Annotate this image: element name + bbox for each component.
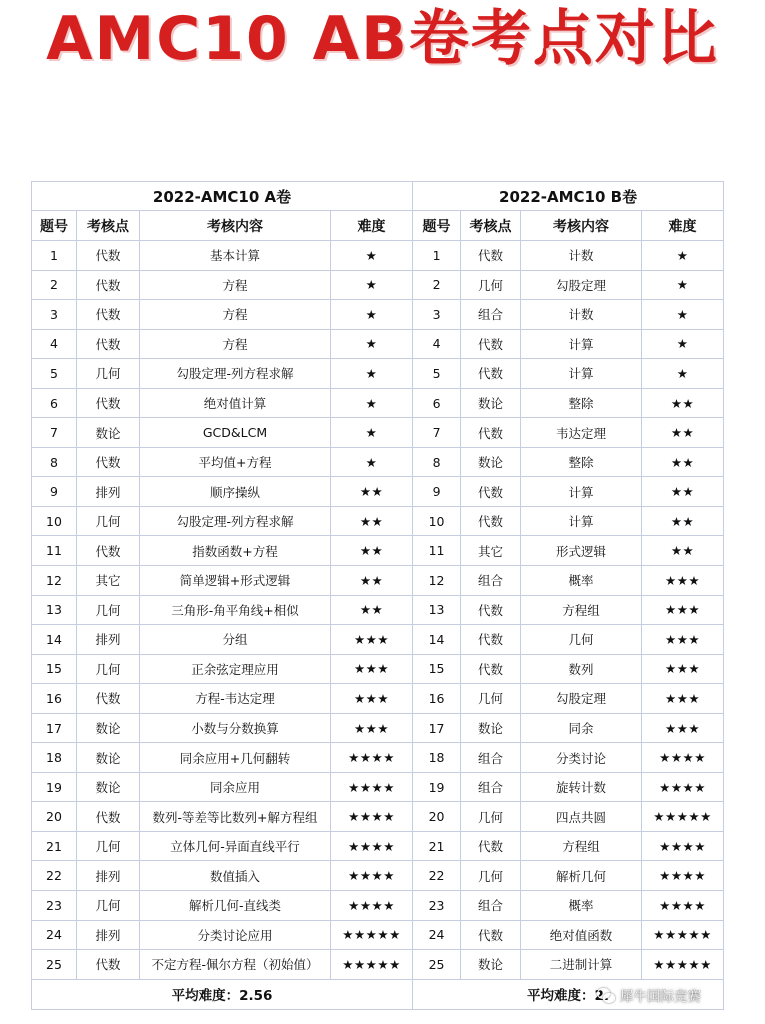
cell-a-content: 数值插入 bbox=[140, 861, 331, 891]
cell-a-number: 2 bbox=[32, 270, 77, 300]
cell-a-difficulty: ★ bbox=[331, 418, 413, 448]
cell-a-number: 9 bbox=[32, 477, 77, 507]
cell-b-difficulty: ★★★★ bbox=[642, 861, 724, 891]
paper-a-heading: 2022-AMC10 A卷 bbox=[32, 182, 413, 211]
cell-b-topic: 组合 bbox=[461, 743, 521, 773]
cell-a-content: 同余应用+几何翻转 bbox=[140, 743, 331, 773]
column-header-a-difficulty: 难度 bbox=[331, 211, 413, 241]
cell-a-topic: 数论 bbox=[77, 743, 140, 773]
table-row bbox=[32, 447, 724, 477]
cell-a-number: 1 bbox=[32, 241, 77, 271]
cell-b-difficulty: ★★★ bbox=[642, 595, 724, 625]
cell-b-content: 绝对值函数 bbox=[521, 920, 642, 950]
cell-b-topic: 数论 bbox=[461, 713, 521, 743]
table-row bbox=[32, 684, 724, 714]
cell-a-topic: 几何 bbox=[77, 654, 140, 684]
cell-a-difficulty: ★★★ bbox=[331, 625, 413, 655]
cell-b-topic: 代数 bbox=[461, 329, 521, 359]
cell-a-content: 不定方程-佩尔方程（初始值） bbox=[140, 950, 331, 980]
cell-b-difficulty: ★★★ bbox=[642, 684, 724, 714]
cell-a-topic: 代数 bbox=[77, 300, 140, 330]
cell-a-number: 19 bbox=[32, 772, 77, 802]
cell-b-number: 24 bbox=[413, 920, 461, 950]
cell-b-number: 11 bbox=[413, 536, 461, 566]
cell-b-topic: 组合 bbox=[461, 891, 521, 921]
cell-a-difficulty: ★★★★ bbox=[331, 891, 413, 921]
cell-b-content: 形式逻辑 bbox=[521, 536, 642, 566]
cell-b-topic: 代数 bbox=[461, 831, 521, 861]
cell-a-number: 17 bbox=[32, 713, 77, 743]
table-row bbox=[32, 418, 724, 448]
cell-b-content: 计算 bbox=[521, 329, 642, 359]
cell-b-difficulty: ★★★★★ bbox=[642, 920, 724, 950]
cell-a-difficulty: ★★★ bbox=[331, 684, 413, 714]
cell-a-difficulty: ★★ bbox=[331, 477, 413, 507]
table-body bbox=[32, 241, 724, 980]
table-row bbox=[32, 625, 724, 655]
cell-b-number: 14 bbox=[413, 625, 461, 655]
cell-b-number: 2 bbox=[413, 270, 461, 300]
cell-b-difficulty: ★★ bbox=[642, 418, 724, 448]
cell-a-topic: 其它 bbox=[77, 566, 140, 596]
cell-a-number: 23 bbox=[32, 891, 77, 921]
cell-b-number: 17 bbox=[413, 713, 461, 743]
cell-a-difficulty: ★ bbox=[331, 270, 413, 300]
column-header-b-topic: 考核点 bbox=[461, 211, 521, 241]
cell-b-content: 整除 bbox=[521, 447, 642, 477]
cell-a-topic: 代数 bbox=[77, 684, 140, 714]
cell-b-number: 25 bbox=[413, 950, 461, 980]
cell-b-number: 7 bbox=[413, 418, 461, 448]
cell-b-number: 15 bbox=[413, 654, 461, 684]
page-title: AMC10 AB卷考点对比 bbox=[46, 4, 719, 74]
watermark bbox=[597, 981, 757, 1009]
cell-b-number: 21 bbox=[413, 831, 461, 861]
table-row bbox=[32, 300, 724, 330]
table-row bbox=[32, 950, 724, 980]
table-row bbox=[32, 595, 724, 625]
cell-b-topic: 其它 bbox=[461, 536, 521, 566]
cell-a-difficulty: ★★★★ bbox=[331, 861, 413, 891]
paper-a-average: 平均难度：2.56 bbox=[32, 979, 413, 1009]
cell-a-number: 5 bbox=[32, 359, 77, 389]
cell-a-difficulty: ★★★ bbox=[331, 713, 413, 743]
cell-a-content: 指数函数+方程 bbox=[140, 536, 331, 566]
cell-b-content: 计算 bbox=[521, 359, 642, 389]
cell-a-number: 16 bbox=[32, 684, 77, 714]
cell-a-content: 分组 bbox=[140, 625, 331, 655]
cell-a-topic: 数论 bbox=[77, 418, 140, 448]
table-row bbox=[32, 270, 724, 300]
cell-b-difficulty: ★★★ bbox=[642, 625, 724, 655]
cell-a-topic: 排列 bbox=[77, 625, 140, 655]
cell-b-topic: 数论 bbox=[461, 950, 521, 980]
cell-a-difficulty: ★★★★★ bbox=[331, 950, 413, 980]
cell-a-difficulty: ★★ bbox=[331, 506, 413, 536]
table-row bbox=[32, 566, 724, 596]
cell-b-topic: 组合 bbox=[461, 772, 521, 802]
cell-a-topic: 排列 bbox=[77, 477, 140, 507]
cell-b-topic: 代数 bbox=[461, 477, 521, 507]
cell-a-number: 14 bbox=[32, 625, 77, 655]
cell-b-content: 四点共圆 bbox=[521, 802, 642, 832]
cell-a-content: 三角形-角平角线+相似 bbox=[140, 595, 331, 625]
cell-a-topic: 代数 bbox=[77, 329, 140, 359]
cell-a-difficulty: ★★★★★ bbox=[331, 920, 413, 950]
cell-a-content: 基本计算 bbox=[140, 241, 331, 271]
cell-b-topic: 代数 bbox=[461, 920, 521, 950]
cell-b-difficulty: ★★ bbox=[642, 477, 724, 507]
column-header-b-difficulty: 难度 bbox=[642, 211, 724, 241]
table-row bbox=[32, 241, 724, 271]
cell-a-number: 20 bbox=[32, 802, 77, 832]
cell-b-difficulty: ★★★★ bbox=[642, 831, 724, 861]
cell-a-content: GCD&LCM bbox=[140, 418, 331, 448]
cell-b-difficulty: ★★ bbox=[642, 388, 724, 418]
cell-b-difficulty: ★★ bbox=[642, 447, 724, 477]
cell-a-topic: 几何 bbox=[77, 506, 140, 536]
cell-a-topic: 排列 bbox=[77, 920, 140, 950]
cell-b-difficulty: ★ bbox=[642, 241, 724, 271]
table-row bbox=[32, 920, 724, 950]
cell-a-topic: 代数 bbox=[77, 388, 140, 418]
cell-a-content: 绝对值计算 bbox=[140, 388, 331, 418]
cell-a-difficulty: ★★★★ bbox=[331, 802, 413, 832]
cell-a-difficulty: ★★★★ bbox=[331, 743, 413, 773]
cell-b-difficulty: ★ bbox=[642, 329, 724, 359]
table-row bbox=[32, 802, 724, 832]
cell-a-content: 小数与分数换算 bbox=[140, 713, 331, 743]
cell-b-topic: 几何 bbox=[461, 861, 521, 891]
cell-b-number: 12 bbox=[413, 566, 461, 596]
paper-heading-row bbox=[32, 182, 724, 211]
cell-b-number: 13 bbox=[413, 595, 461, 625]
table-row bbox=[32, 506, 724, 536]
paper-b-average: 平均难度：2. bbox=[413, 979, 724, 1009]
cell-b-topic: 数论 bbox=[461, 388, 521, 418]
cell-a-content: 平均值+方程 bbox=[140, 447, 331, 477]
cell-b-topic: 代数 bbox=[461, 506, 521, 536]
cell-b-topic: 数论 bbox=[461, 447, 521, 477]
cell-a-topic: 排列 bbox=[77, 861, 140, 891]
cell-b-number: 1 bbox=[413, 241, 461, 271]
cell-b-content: 勾股定理 bbox=[521, 684, 642, 714]
column-header-a-content: 考核内容 bbox=[140, 211, 331, 241]
cell-a-difficulty: ★ bbox=[331, 447, 413, 477]
cell-a-topic: 数论 bbox=[77, 772, 140, 802]
cell-b-number: 5 bbox=[413, 359, 461, 389]
table-row bbox=[32, 536, 724, 566]
cell-a-content: 分类讨论应用 bbox=[140, 920, 331, 950]
cell-a-content: 顺序操纵 bbox=[140, 477, 331, 507]
cell-a-content: 正余弦定理应用 bbox=[140, 654, 331, 684]
cell-b-difficulty: ★ bbox=[642, 359, 724, 389]
cell-b-number: 16 bbox=[413, 684, 461, 714]
cell-a-difficulty: ★★★★ bbox=[331, 831, 413, 861]
cell-a-difficulty: ★ bbox=[331, 241, 413, 271]
cell-a-topic: 代数 bbox=[77, 536, 140, 566]
cell-b-content: 几何 bbox=[521, 625, 642, 655]
cell-b-number: 8 bbox=[413, 447, 461, 477]
column-header-a-number: 题号 bbox=[32, 211, 77, 241]
cell-b-number: 20 bbox=[413, 802, 461, 832]
watermark-text: 犀牛国际竞赛 bbox=[620, 989, 701, 1005]
cell-a-number: 12 bbox=[32, 566, 77, 596]
cell-b-difficulty: ★★ bbox=[642, 536, 724, 566]
cell-a-number: 7 bbox=[32, 418, 77, 448]
cell-a-content: 方程 bbox=[140, 270, 331, 300]
column-header-a-topic: 考核点 bbox=[77, 211, 140, 241]
cell-b-difficulty: ★★★★ bbox=[642, 743, 724, 773]
cell-a-number: 10 bbox=[32, 506, 77, 536]
cell-a-topic: 数论 bbox=[77, 713, 140, 743]
cell-b-content: 计算 bbox=[521, 506, 642, 536]
paper-b-heading: 2022-AMC10 B卷 bbox=[413, 182, 724, 211]
cell-a-difficulty: ★★ bbox=[331, 566, 413, 596]
cell-a-content: 解析几何-直线类 bbox=[140, 891, 331, 921]
cell-b-topic: 组合 bbox=[461, 300, 521, 330]
cell-a-number: 25 bbox=[32, 950, 77, 980]
cell-a-content: 同余应用 bbox=[140, 772, 331, 802]
table-row bbox=[32, 831, 724, 861]
cell-a-content: 方程 bbox=[140, 329, 331, 359]
table-row bbox=[32, 713, 724, 743]
cell-a-content: 方程 bbox=[140, 300, 331, 330]
table-row bbox=[32, 329, 724, 359]
cell-a-topic: 代数 bbox=[77, 270, 140, 300]
table-row bbox=[32, 861, 724, 891]
cell-a-difficulty: ★★ bbox=[331, 536, 413, 566]
cell-b-number: 18 bbox=[413, 743, 461, 773]
cell-b-content: 旋转计数 bbox=[521, 772, 642, 802]
cell-b-topic: 组合 bbox=[461, 566, 521, 596]
cell-b-number: 22 bbox=[413, 861, 461, 891]
cell-b-content: 数列 bbox=[521, 654, 642, 684]
cell-a-content: 勾股定理-列方程求解 bbox=[140, 506, 331, 536]
cell-a-number: 18 bbox=[32, 743, 77, 773]
cell-a-number: 6 bbox=[32, 388, 77, 418]
cell-b-difficulty: ★★★ bbox=[642, 566, 724, 596]
cell-a-difficulty: ★ bbox=[331, 388, 413, 418]
cell-b-difficulty: ★★★★★ bbox=[642, 950, 724, 980]
comparison-table bbox=[31, 181, 724, 1010]
cell-b-topic: 代数 bbox=[461, 418, 521, 448]
cell-a-number: 21 bbox=[32, 831, 77, 861]
cell-a-number: 8 bbox=[32, 447, 77, 477]
cell-a-topic: 代数 bbox=[77, 950, 140, 980]
table-row bbox=[32, 359, 724, 389]
cell-b-topic: 代数 bbox=[461, 625, 521, 655]
cell-b-difficulty: ★ bbox=[642, 300, 724, 330]
cell-b-content: 计数 bbox=[521, 241, 642, 271]
cell-a-topic: 几何 bbox=[77, 359, 140, 389]
cell-b-number: 3 bbox=[413, 300, 461, 330]
cell-b-content: 分类讨论 bbox=[521, 743, 642, 773]
cell-b-topic: 几何 bbox=[461, 270, 521, 300]
cell-a-number: 13 bbox=[32, 595, 77, 625]
cell-a-content: 数列-等差等比数列+解方程组 bbox=[140, 802, 331, 832]
cell-b-difficulty: ★★★ bbox=[642, 713, 724, 743]
cell-a-number: 3 bbox=[32, 300, 77, 330]
cell-a-topic: 几何 bbox=[77, 595, 140, 625]
cell-a-difficulty: ★ bbox=[331, 300, 413, 330]
table-row bbox=[32, 654, 724, 684]
cell-a-number: 24 bbox=[32, 920, 77, 950]
cell-b-number: 4 bbox=[413, 329, 461, 359]
cell-a-content: 简单逻辑+形式逻辑 bbox=[140, 566, 331, 596]
cell-b-difficulty: ★★★★ bbox=[642, 772, 724, 802]
cell-a-number: 11 bbox=[32, 536, 77, 566]
cell-b-number: 10 bbox=[413, 506, 461, 536]
cell-b-difficulty: ★★★★★ bbox=[642, 802, 724, 832]
cell-b-content: 方程组 bbox=[521, 831, 642, 861]
cell-a-difficulty: ★★★ bbox=[331, 654, 413, 684]
cell-b-content: 勾股定理 bbox=[521, 270, 642, 300]
cell-b-content: 概率 bbox=[521, 566, 642, 596]
column-header-b-number: 题号 bbox=[413, 211, 461, 241]
cell-b-content: 方程组 bbox=[521, 595, 642, 625]
cell-b-topic: 几何 bbox=[461, 684, 521, 714]
cell-b-topic: 代数 bbox=[461, 654, 521, 684]
table-row bbox=[32, 388, 724, 418]
table-row bbox=[32, 891, 724, 921]
cell-a-difficulty: ★★★★ bbox=[331, 772, 413, 802]
cell-b-difficulty: ★ bbox=[642, 270, 724, 300]
cell-b-number: 19 bbox=[413, 772, 461, 802]
cell-b-difficulty: ★★★★ bbox=[642, 891, 724, 921]
cell-b-number: 6 bbox=[413, 388, 461, 418]
table-row bbox=[32, 477, 724, 507]
cell-a-topic: 几何 bbox=[77, 831, 140, 861]
cell-b-content: 概率 bbox=[521, 891, 642, 921]
cell-b-difficulty: ★★ bbox=[642, 506, 724, 536]
wechat-icon bbox=[597, 986, 615, 1004]
cell-b-content: 整除 bbox=[521, 388, 642, 418]
column-header-b-content: 考核内容 bbox=[521, 211, 642, 241]
cell-b-content: 计数 bbox=[521, 300, 642, 330]
cell-b-content: 韦达定理 bbox=[521, 418, 642, 448]
column-header-row bbox=[32, 211, 724, 241]
cell-b-content: 解析几何 bbox=[521, 861, 642, 891]
cell-a-number: 4 bbox=[32, 329, 77, 359]
cell-b-content: 二进制计算 bbox=[521, 950, 642, 980]
cell-a-topic: 代数 bbox=[77, 241, 140, 271]
cell-a-content: 方程-韦达定理 bbox=[140, 684, 331, 714]
cell-a-content: 勾股定理-列方程求解 bbox=[140, 359, 331, 389]
cell-a-difficulty: ★★ bbox=[331, 595, 413, 625]
cell-a-topic: 代数 bbox=[77, 802, 140, 832]
table-row bbox=[32, 743, 724, 773]
table-row bbox=[32, 772, 724, 802]
cell-b-topic: 代数 bbox=[461, 359, 521, 389]
cell-b-content: 同余 bbox=[521, 713, 642, 743]
cell-a-number: 15 bbox=[32, 654, 77, 684]
cell-a-topic: 几何 bbox=[77, 891, 140, 921]
cell-b-topic: 代数 bbox=[461, 595, 521, 625]
cell-b-topic: 代数 bbox=[461, 241, 521, 271]
cell-b-topic: 几何 bbox=[461, 802, 521, 832]
cell-a-content: 立体几何-异面直线平行 bbox=[140, 831, 331, 861]
cell-a-difficulty: ★ bbox=[331, 359, 413, 389]
cell-a-topic: 代数 bbox=[77, 447, 140, 477]
cell-a-difficulty: ★ bbox=[331, 329, 413, 359]
cell-b-content: 计算 bbox=[521, 477, 642, 507]
cell-b-number: 23 bbox=[413, 891, 461, 921]
cell-b-number: 9 bbox=[413, 477, 461, 507]
cell-b-difficulty: ★★★ bbox=[642, 654, 724, 684]
cell-a-number: 22 bbox=[32, 861, 77, 891]
